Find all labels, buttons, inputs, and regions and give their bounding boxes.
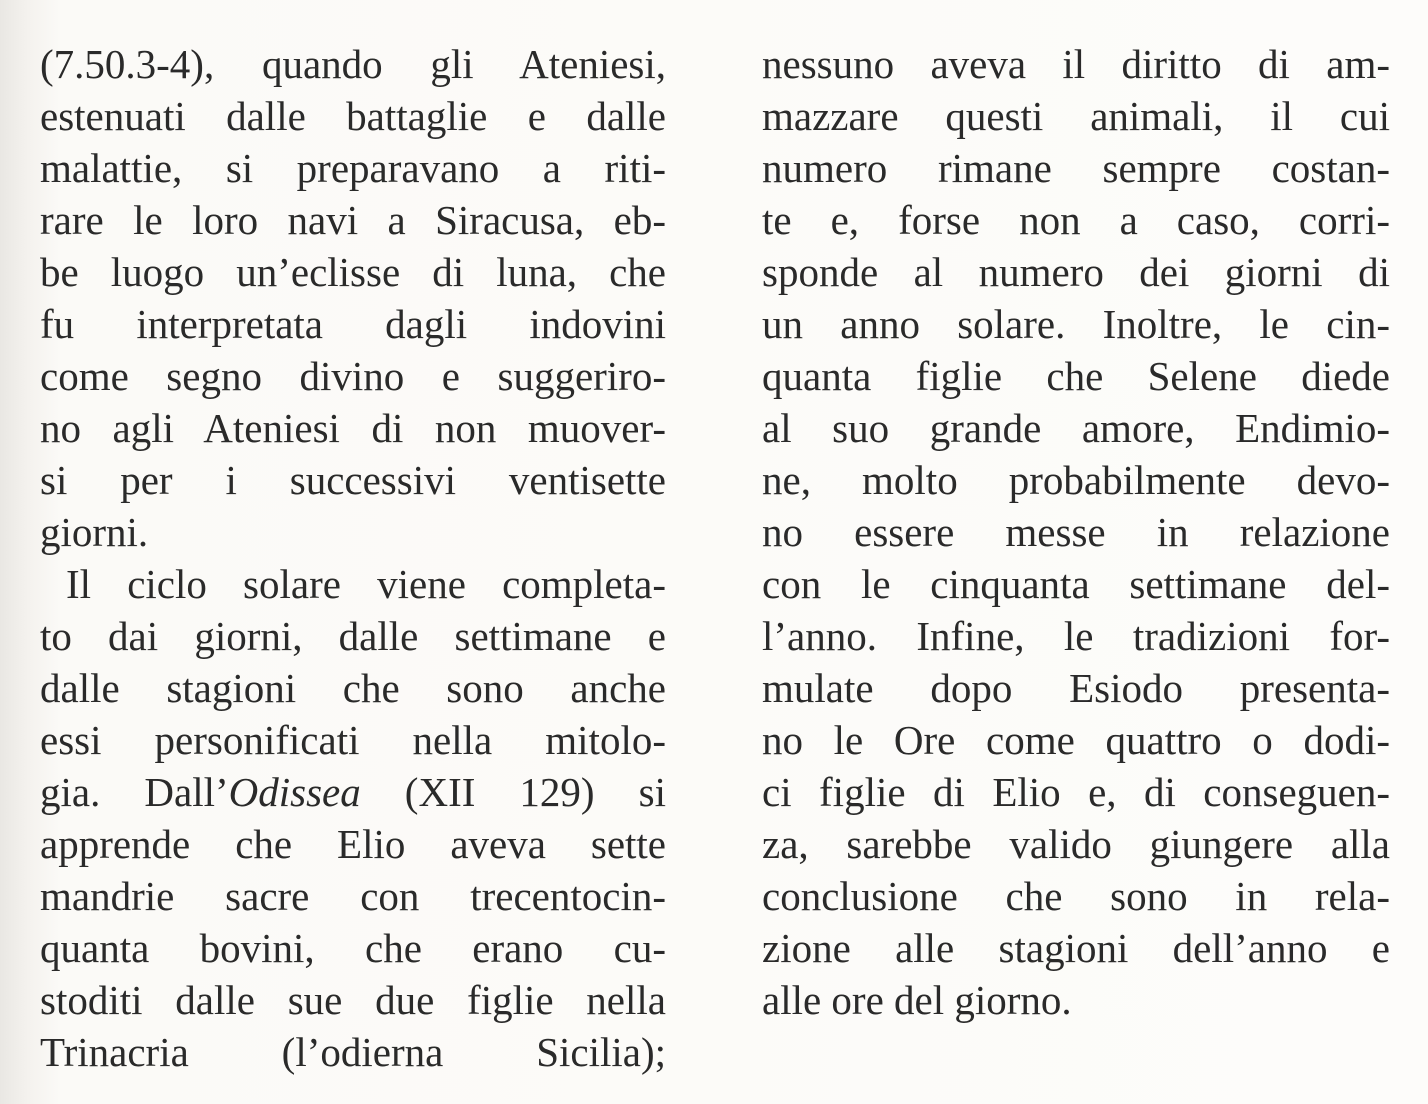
text-line: mandrie sacre con trecentocin- (40, 873, 666, 919)
text-line: apprende che Elio aveva sette (40, 821, 666, 867)
text-line: quanta bovini, che erano cu- (40, 925, 666, 971)
text-line: to dai giorni, dalle settimane e (40, 613, 666, 659)
text-line: stoditi dalle sue due figlie nella (40, 977, 666, 1023)
text-line: dalle stagioni che sono anche (40, 665, 666, 711)
text-line: conclusione che sono in rela- (762, 873, 1390, 919)
text-line: (7.50.3-4), quando gli Ateniesi, (40, 41, 666, 87)
text-line: fu interpretata dagli indovini (40, 301, 666, 347)
text-line: nessuno aveva il diritto di am- (762, 41, 1390, 87)
text-line: ne, molto probabilmente devo- (762, 457, 1390, 503)
left-column (40, 38, 666, 1078)
text-line: Trinacria (l’odierna Sicilia); (40, 1029, 666, 1075)
text-line: come segno divino e suggeriro- (40, 353, 666, 399)
text-line: alle ore del giorno. (762, 977, 1072, 1023)
text-line: rare le loro navi a Siracusa, eb- (40, 197, 666, 243)
text-line: con le cinquanta settimane del- (762, 561, 1390, 607)
text-line: be luogo un’eclisse di luna, che (40, 249, 666, 295)
text-segment: gia. Dall’ (40, 769, 229, 815)
text-line: Il ciclo solare viene completa- (66, 561, 666, 607)
text-line: zione alle stagioni dell’anno e (762, 925, 1390, 971)
text-line: sponde al numero dei giorni di (762, 249, 1390, 295)
text-line: mulate dopo Esiodo presenta- (762, 665, 1390, 711)
text-line: l’anno. Infine, le tradizioni for- (762, 613, 1390, 659)
book-title-italic: Odissea (228, 769, 361, 815)
text-line: numero rimane sempre costan- (762, 145, 1390, 191)
text-line: mazzare questi animali, il cui (762, 93, 1390, 139)
text-line: te e, forse non a caso, corri- (762, 197, 1390, 243)
text-line: no essere messe in relazione (762, 509, 1390, 555)
text-line: giorni. (40, 509, 149, 555)
text-line: estenuati dalle battaglie e dalle (40, 93, 666, 139)
right-column (762, 38, 1390, 1026)
text-line: no le Ore come quattro o dodi- (762, 717, 1390, 763)
text-line: quanta figlie che Selene diede (762, 353, 1390, 399)
text-line: za, sarebbe valido giungere alla (762, 821, 1390, 867)
text-line-with-italic (40, 766, 666, 818)
text-line: al suo grande amore, Endimio- (762, 405, 1390, 451)
text-line: ci figlie di Elio e, di conseguen- (762, 769, 1390, 815)
text-line: si per i successivi ventisette (40, 457, 666, 503)
text-segment: (XII 129) si (360, 769, 666, 815)
text-line: un anno solare. Inoltre, le cin- (762, 301, 1390, 347)
text-line: essi personificati nella mitolo- (40, 717, 666, 763)
text-line: malattie, si preparavano a riti- (40, 145, 666, 191)
text-line: no agli Ateniesi di non muover- (40, 405, 666, 451)
